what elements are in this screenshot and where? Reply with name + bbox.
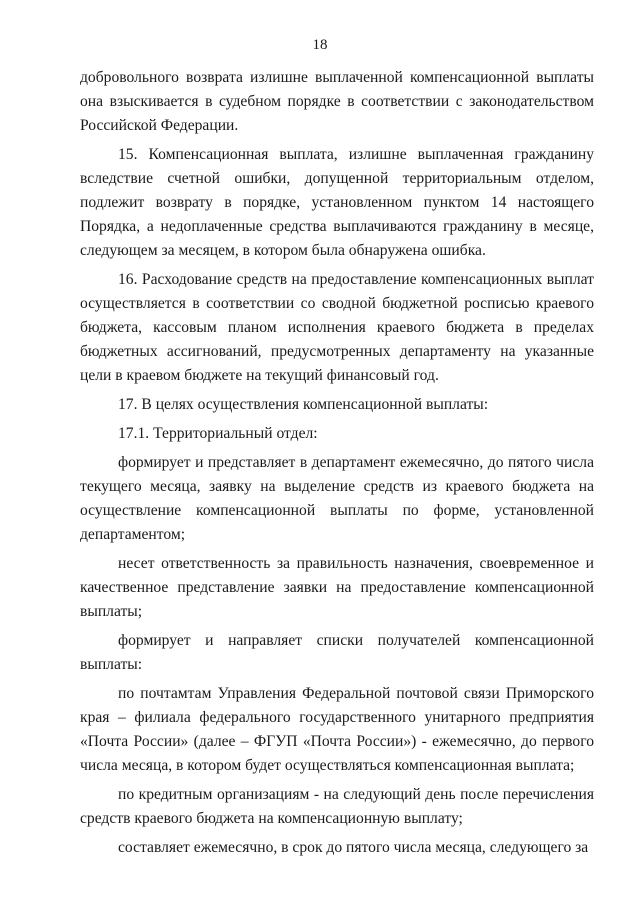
paragraph-credit-organizations: по кредитным организациям - на следующий день после перечисления средств краевого бюджета на компенсационную выплату; <box>80 786 594 827</box>
paragraph-16: 16. Расходование средств на предоставление компенсационных выплат осуществляется в соответствии со сводной бюджетной росписью краевого бюджета, кассовым планом исполнения краевого бюджета в пределах бюджетных ассигнований, предусмотренных департаменту на указанные цели в краевом бюджете на текущий финансовый год. <box>80 271 594 384</box>
paragraph-continuation: добровольного возврата излишне выплаченной компенсационной выплаты она взыскивается в судебном порядке в соответствии с законодательством Российской Федерации. <box>80 69 594 134</box>
document-body <box>80 66 594 865</box>
paragraph-responsibility: несет ответственность за правильность назначения, своевременное и качественное представление заявки на предоставление компенсационной выплаты; <box>80 555 594 620</box>
paragraph-recipient-lists: формирует и направляет списки получателей компенсационной выплаты: <box>80 632 594 673</box>
paragraph-monthly-report: составляет ежемесячно, в срок до пятого числа месяца, следующего за <box>118 839 589 856</box>
page-number: 18 <box>312 37 328 53</box>
paragraph-post-offices: по почтамтам Управления Федеральной почтовой связи Приморского края – филиала федерального государственного унитарного предприятия «Почта России» (далее – ФГУП «Почта России») - ежемесячно, до первого числа месяца, в котором будет осуществляться компенсационная выплата; <box>80 685 594 774</box>
paragraph-17-1: 17.1. Территориальный отдел: <box>118 425 318 442</box>
paragraph-15: 15. Компенсационная выплата, излишне выплаченная гражданину вследствие счетной ошибки, допущенной территориальным отделом, подлежит возврату в порядке, установленном пунктом 14 настоящего Порядка, а недоплаченные средства выплачиваются гражданину в месяце, следующем за месяцем, в котором была обнаружена ошибка. <box>80 146 594 259</box>
paragraph-17: 17. В целях осуществления компенсационной выплаты: <box>118 396 489 413</box>
paragraph-request-submission: формирует и представляет в департамент ежемесячно, до пятого числа текущего месяца, заявку на выделение средств из краевого бюджета на осуществление компенсационной выплаты по форме, установленной департаментом; <box>80 454 594 543</box>
